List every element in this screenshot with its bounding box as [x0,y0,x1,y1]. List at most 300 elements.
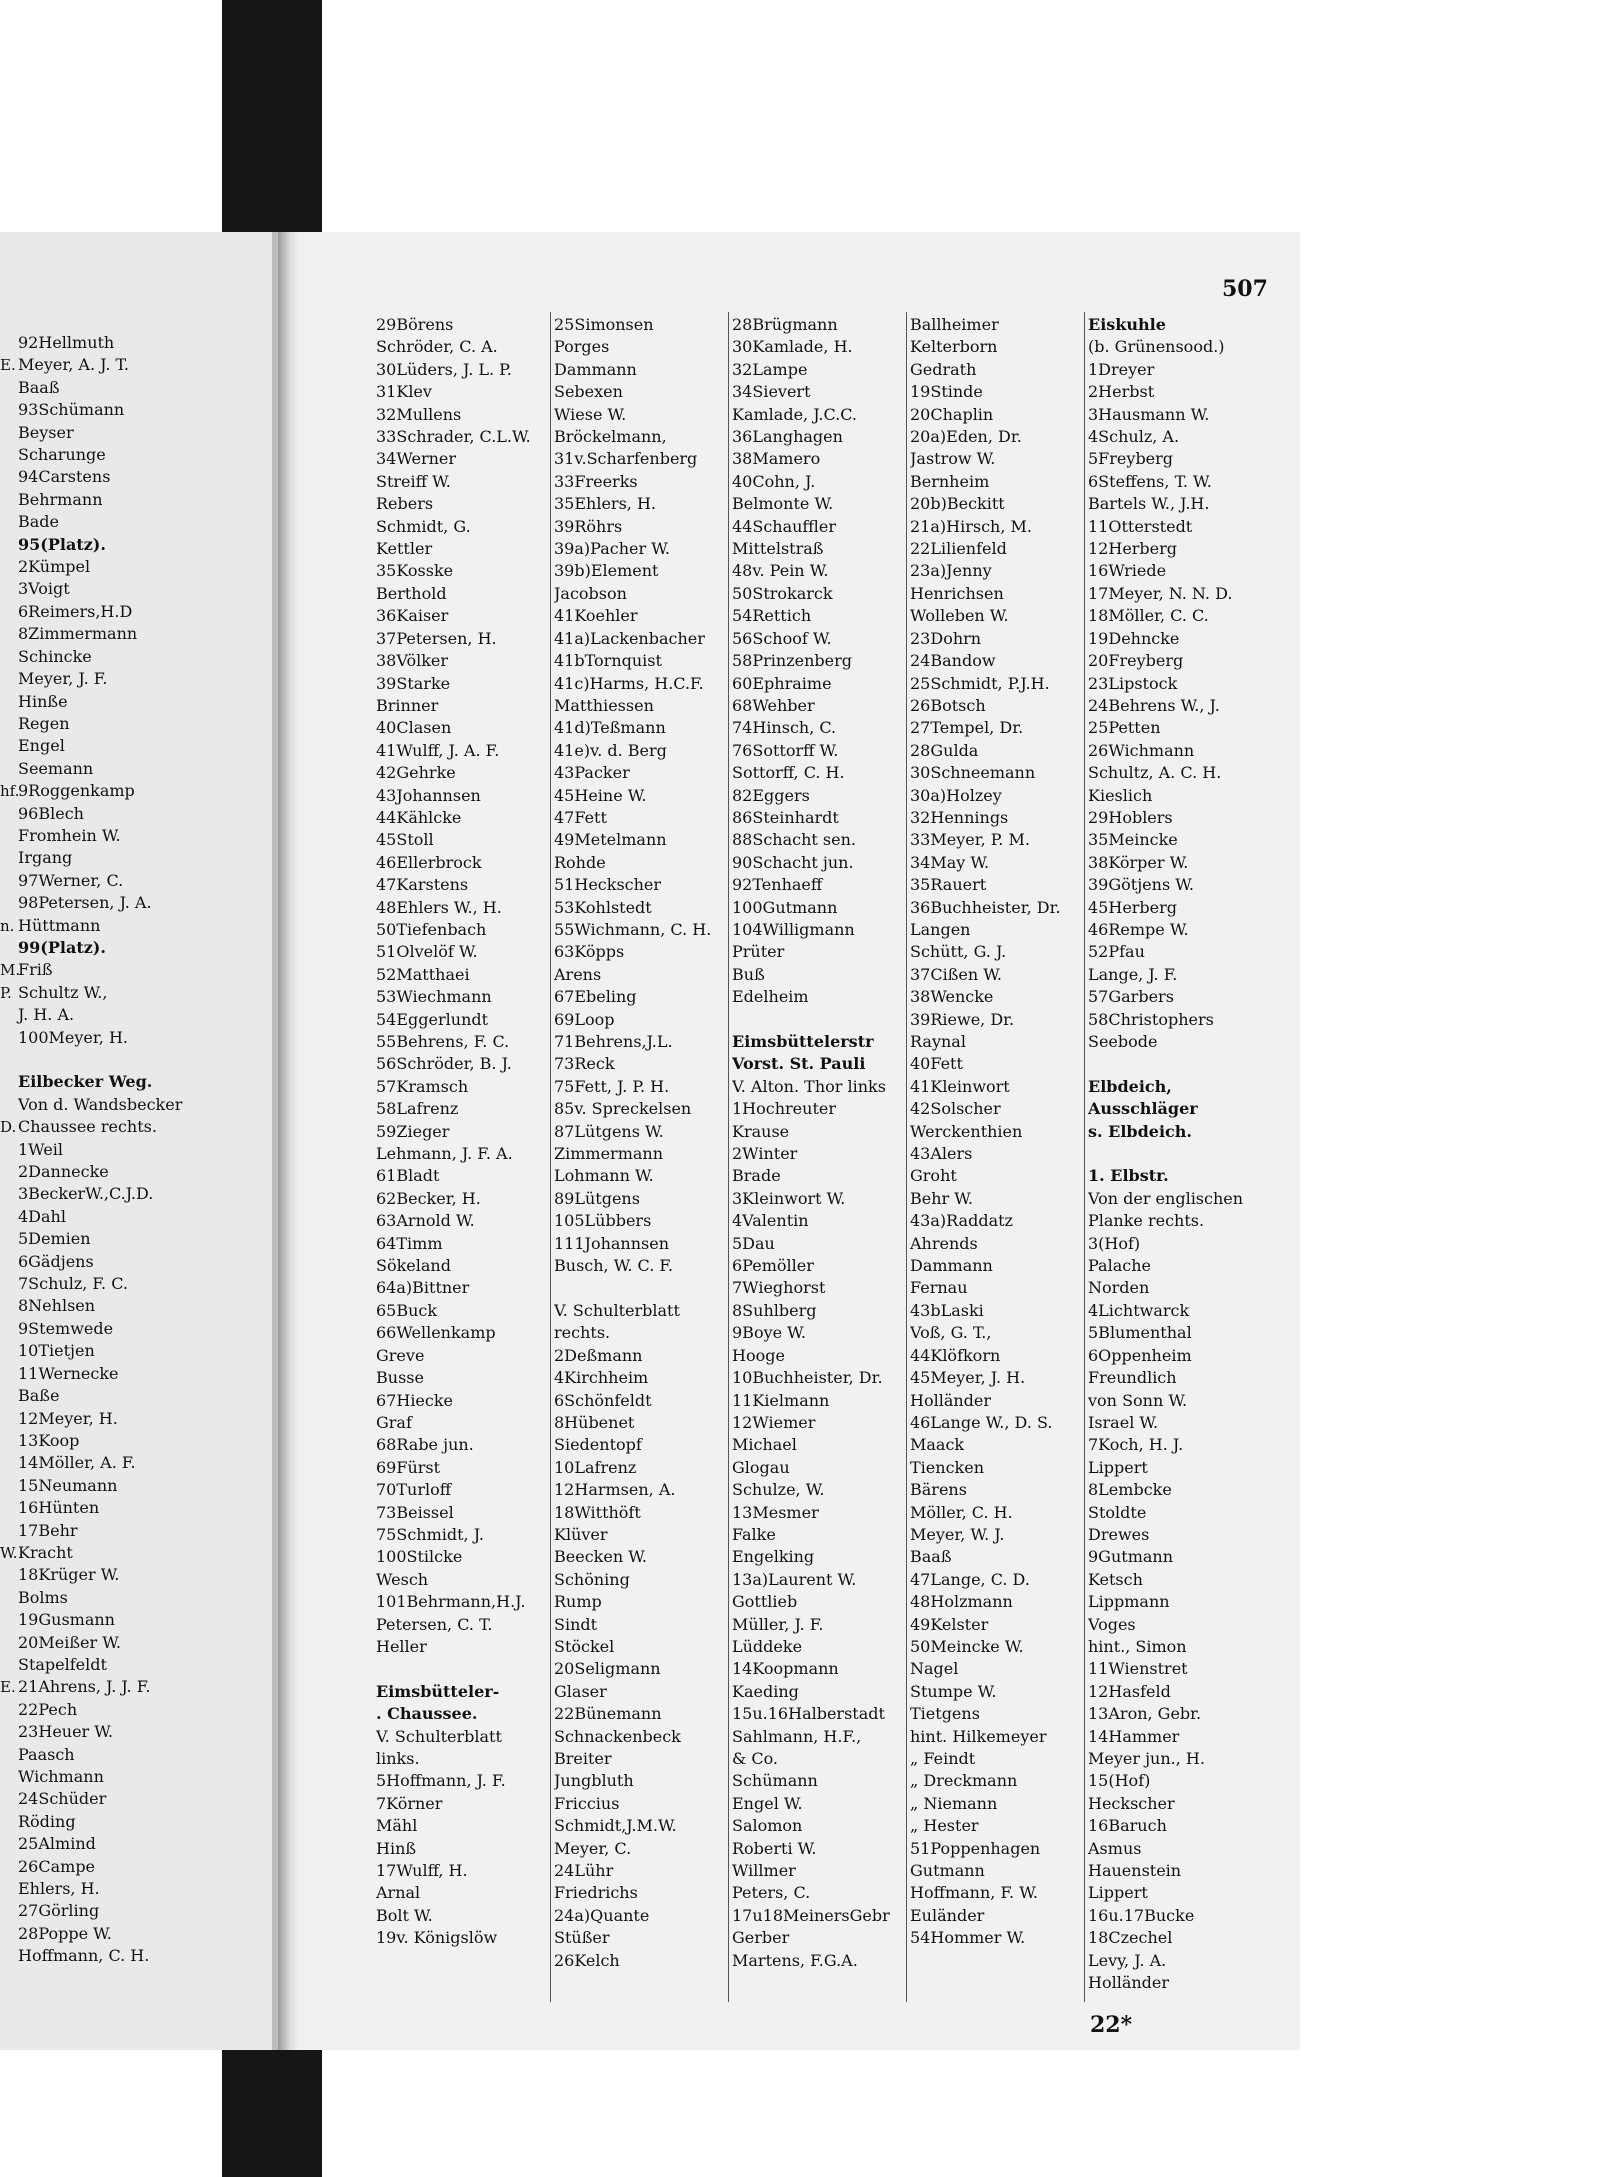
directory-entry: 27Tempel, Dr. [910,718,1024,738]
directory-entry: V. Alton. Thor links [732,1076,886,1096]
directory-entry: Stöckel [554,1636,615,1656]
directory-entry: Ketsch [1088,1569,1143,1589]
directory-entry: 1. Elbstr. [1088,1166,1169,1186]
directory-entry: 41e)v. d. Berg [554,740,667,760]
directory-entry: Lippmann [1088,1592,1170,1612]
directory-entry: 54Hommer W. [910,1928,1026,1948]
directory-entry: 14Möller, A. F. [18,1453,136,1473]
directory-entry: Sökeland [376,1256,451,1276]
directory-entry: Schmidt, G. [376,516,471,536]
binding-tape-top [222,0,322,232]
directory-entry: 111Johannsen [554,1233,670,1253]
directory-column [910,314,1078,1950]
directory-entry: Palache [1088,1256,1151,1276]
directory-entry: Engel [18,736,65,756]
directory-entry: Ausschläger [1088,1099,1198,1119]
directory-entry: 40Fett [910,1054,963,1074]
directory-entry: 57Kramsch [376,1076,469,1096]
directory-entry: Buß [732,964,765,984]
directory-entry: Peters, C. [732,1883,811,1903]
directory-entry: 10Buchheister, Dr. [732,1368,883,1388]
directory-entry: Chaussee rechts. [18,1117,157,1137]
directory-entry: Stüßer [554,1928,610,1948]
directory-entry: 52Matthaei [376,964,470,984]
directory-entry: D. [0,1118,17,1137]
directory-entry: Gerber [732,1928,790,1948]
directory-entry: (b. Grünensood.) [1088,337,1225,357]
directory-entry: Prüter [732,942,785,962]
left-page [0,232,278,2050]
directory-entry: Kracht [18,1542,73,1562]
directory-entry: Arens [554,964,602,984]
directory-entry: 19Gusmann [18,1610,115,1630]
directory-entry: 87Lütgens W. [554,1121,664,1141]
directory-entry: 23a)Jenny [910,561,992,581]
directory-entry: 11Kielmann [732,1390,830,1410]
directory-entry: 6Oppenheim [1088,1345,1192,1365]
directory-entry: 39b)Element [554,561,659,581]
directory-entry: Behrmann [18,489,103,509]
directory-entry: Eiskuhle [1088,315,1166,334]
directory-entry [376,1658,544,1680]
directory-entry: 8Zimmermann [18,624,138,644]
directory-entry: Gedrath [910,359,977,379]
directory-entry: 63Arnold W. [376,1211,475,1231]
directory-entry [1088,1053,1256,1075]
directory-entry: „ Feindt [910,1749,976,1768]
directory-entry: 89Lütgens [554,1188,640,1208]
directory-entry: 67Ebeling [554,987,637,1007]
directory-entry: 30Kamlade, H. [732,337,853,357]
directory-entry: Lippert [1088,1457,1148,1477]
directory-entry: 66Wellenkamp [376,1323,496,1343]
directory-entry: Langen [910,919,971,939]
directory-entry: 48Ehlers W., H. [376,897,502,917]
directory-entry: 41Koehler [554,606,638,626]
directory-entry: 97Werner, C. [18,870,124,890]
directory-entry: 45Stoll [376,830,434,850]
directory-entry: 45Heine W. [554,785,647,805]
directory-entry: Tiencken [910,1457,984,1477]
directory-entry: . Chaussee. [376,1704,478,1724]
directory-entry: Schmidt,J.M.W. [554,1816,677,1836]
directory-entry: 10Lafrenz [554,1457,637,1477]
directory-entry: 6Pemöller [732,1256,814,1276]
directory-entry: 11Wienstret [1088,1659,1188,1679]
directory-entry: Von der englischen [1088,1188,1244,1208]
directory-entry: 3Kleinwort W. [732,1188,846,1208]
directory-entry: hint. Hilkemeyer [910,1726,1047,1746]
directory-entry: 39Starke [376,673,451,693]
directory-entry: Stoldte [1088,1502,1147,1522]
directory-entry: Eimsbüttelerstr [732,1032,874,1051]
directory-entry: 14Koopmann [732,1659,839,1679]
directory-entry: Hoffmann, F. W. [910,1883,1038,1903]
directory-entry: 13Mesmer [732,1502,819,1522]
directory-entry: Schöning [554,1569,630,1589]
directory-entry: Lohmann W. [554,1166,654,1186]
directory-entry: Dammann [554,359,637,379]
directory-entry: 4Dahl [18,1206,66,1226]
directory-entry: 39Götjens W. [1088,875,1194,895]
directory-entry: V. Schulterblatt [376,1726,502,1746]
directory-entry: Michael [732,1435,797,1455]
directory-entry: 54Eggerlundt [376,1009,489,1029]
directory-entry: 18Möller, C. C. [1088,606,1209,626]
directory-entry: 35Ehlers, H. [554,494,656,514]
directory-entry: Vorst. St. Pauli [732,1054,866,1074]
directory-entry: 51Heckscher [554,875,662,895]
directory-entry: P. [0,983,12,1002]
directory-entry: 9Gutmann [1088,1547,1174,1567]
directory-entry: 50Strokarck [732,583,833,603]
directory-entry: 62Becker, H. [376,1188,481,1208]
directory-entry: Glaser [554,1681,607,1701]
directory-entry: 92Tenhaeff [732,875,823,895]
directory-entry: 64a)Bittner [376,1278,470,1298]
directory-entry: Raynal [910,1032,966,1051]
directory-entry: 5Demien [18,1229,91,1249]
directory-entry: 69Loop [554,1009,615,1029]
directory-entry: 26Wichmann [1088,740,1195,760]
directory-entry: 58Prinzenberg [732,651,852,671]
directory-entry: 38Körper W. [1088,852,1189,872]
directory-entry: 25Almind [18,1834,96,1854]
directory-entry: 26Kelch [554,1950,620,1970]
directory-entry: Lehmann, J. F. A. [376,1144,513,1164]
directory-entry: 56Schröder, B. J. [376,1054,512,1074]
directory-entry: 12Herberg [1088,539,1178,559]
directory-entry: 67Hiecke [376,1390,454,1410]
directory-entry: Groht [910,1166,957,1186]
directory-entry: M. [0,961,21,980]
directory-entry: 39Röhrs [554,516,623,536]
directory-entry: Scharunge [18,445,106,465]
directory-entry: 41bTornquist [554,651,662,671]
directory-entry: 25Schmidt, P.J.H. [910,673,1050,693]
directory-entry: Baße [18,1386,60,1406]
directory-entry: Jacobson [554,583,627,603]
directory-entry: Israel W. [1088,1412,1159,1432]
directory-entry: Engelking [732,1547,815,1567]
signature-mark: 22* [1090,2012,1133,2038]
directory-entry: Stumpe W. [910,1681,997,1701]
directory-entry: 4Valentin [732,1211,809,1231]
directory-entry: 53Wiechmann [376,987,492,1007]
directory-entry: Schümann [732,1771,818,1791]
directory-entry: Schultz W., [18,982,108,1002]
directory-entry: 23Lipstock [1088,673,1178,693]
directory-entry: 35Kosske [376,561,454,581]
directory-entry: Hauenstein [1088,1861,1182,1881]
directory-entry: 8Hübenet [554,1412,635,1432]
directory-entry: 31Klev [376,382,432,402]
directory-entry: Schröder, C. A. [376,337,498,357]
page-number: 507 [1222,276,1268,302]
directory-entry: 20Meißer W. [18,1632,121,1652]
directory-entry: 41d)Teßmann [554,718,666,738]
directory-entry: 5Blumenthal [1088,1323,1192,1343]
column-rule [728,312,729,2002]
directory-entry: Roberti W. [732,1838,817,1858]
directory-entry: 100Meyer, H. [18,1027,128,1047]
directory-entry: 21Ahrens, J. J. F. [18,1677,151,1697]
directory-entry: 26Botsch [910,695,986,715]
directory-entry: Levy, J. A. [1088,1950,1167,1970]
directory-entry: Brinner [376,695,439,715]
directory-entry: 24Bandow [910,651,996,671]
directory-entry: 39Riewe, Dr. [910,1009,1015,1029]
directory-entry [18,1049,182,1071]
directory-entry [732,1009,900,1031]
directory-entry: Maack [910,1435,965,1455]
directory-entry: 50Tiefenbach [376,919,487,939]
directory-entry: 25Petten [1088,718,1161,738]
directory-entry: 41c)Harms, H.C.F. [554,673,704,693]
directory-entry: Edelheim [732,987,809,1007]
directory-entry: 56Schoof W. [732,628,832,648]
directory-entry: 63Köpps [554,942,625,962]
directory-entry: Fromhein W. [18,825,121,845]
directory-entry: Zimmermann [554,1144,664,1164]
directory-entry: Norden [1088,1278,1150,1298]
directory-entry: 24Schüder [18,1789,107,1809]
directory-entry: Lüddeke [732,1636,803,1656]
directory-entry: 38Mamero [732,449,821,469]
directory-entry: 60Ephraime [732,673,832,693]
directory-entry: Hooge [732,1345,785,1365]
directory-entry: 98Petersen, J. A. [18,893,152,913]
directory-entry: Heckscher [1088,1793,1175,1813]
directory-entry: 20a)Eden, Dr. [910,427,1022,447]
directory-entry: 75Schmidt, J. [376,1524,484,1544]
directory-column [376,314,544,1950]
directory-entry: 24Behrens W., J. [1088,695,1220,715]
directory-entry: Beyser [18,422,74,442]
directory-entry: 90Schacht jun. [732,852,854,872]
directory-entry: Kelterborn [910,337,998,357]
directory-entry: E. [0,1678,16,1697]
directory-entry: Falke [732,1524,776,1544]
directory-entry: 17Meyer, N. N. D. [1088,583,1233,603]
directory-entry: Siedentopf [554,1435,642,1455]
directory-entry: Holländer [910,1390,992,1410]
directory-entry: 22Pech [18,1699,78,1719]
directory-entry: 9Boye W. [732,1323,806,1343]
directory-entry: Meyer jun., H. [1088,1749,1205,1768]
directory-entry: Gutmann [910,1861,985,1881]
directory-entry: 5Freyberg [1088,449,1174,469]
directory-entry: 93Schümann [18,400,125,420]
directory-entry: 27Görling [18,1901,100,1921]
directory-entry: 47Karstens [376,875,469,895]
directory-entry: Meyer, J. F. [18,669,108,689]
directory-entry: 45Meyer, J. H. [910,1368,1026,1388]
directory-entry: 32Mullens [376,404,462,424]
directory-entry: 44Klöfkorn [910,1345,1001,1365]
directory-entry: Sahlmann, H.F., [732,1726,862,1746]
directory-entry: 38Völker [376,651,449,671]
directory-entry: Martens, F.G.A. [732,1950,858,1970]
book-gutter [278,232,300,2050]
directory-entry: 4Kirchheim [554,1368,649,1388]
directory-entry: 32Hennings [910,807,1009,827]
directory-entry: 100Gutmann [732,897,838,917]
directory-entry: Matthiessen [554,695,654,715]
left-column [18,332,182,1968]
directory-entry: 41Kleinwort [910,1076,1010,1096]
directory-entry: 37Petersen, H. [376,628,497,648]
directory-entry: 7Schulz, F. C. [18,1274,128,1294]
directory-entry: 24Lühr [554,1861,614,1881]
directory-entry: 73Reck [554,1054,615,1074]
directory-entry: 101Behrmann,H.J. [376,1592,526,1612]
directory-entry: 40Cohn, J. [732,471,816,491]
directory-entry: 71Behrens,J.L. [554,1032,673,1051]
directory-entry: 46Rempe W. [1088,919,1189,939]
directory-entry: 18Czechel [1088,1928,1173,1948]
directory-entry: 5Dau [732,1233,775,1253]
directory-entry: Berthold [376,583,447,603]
directory-entry: 33Freerks [554,471,638,491]
directory-entry: 49Metelmann [554,830,667,850]
directory-entry: 47Fett [554,807,607,827]
directory-entry: 29Börens [376,315,454,334]
directory-column [732,314,900,1972]
directory-entry: Regen [18,713,70,733]
directory-entry: 3BeckerW.,C.J.D. [18,1184,154,1204]
directory-entry: Stapelfeldt [18,1654,107,1674]
directory-entry: rechts. [554,1323,611,1343]
directory-entry: Lange, J. F. [1088,964,1178,984]
directory-entry: 43Johannsen [376,785,481,805]
directory-entry: 4Lichtwarck [1088,1300,1190,1320]
directory-entry: 15u.16Halberstadt [732,1704,885,1724]
directory-entry: 43Packer [554,763,630,783]
directory-entry: 2Dannecke [18,1162,109,1182]
directory-entry: Bolms [18,1587,68,1607]
directory-entry: 100Stilcke [376,1547,463,1567]
directory-entry: 6Gädjens [18,1251,94,1271]
directory-entry: 9Roggenkamp [18,781,135,801]
directory-entry: 41Wulff, J. A. F. [376,740,500,760]
directory-entry: 25Simonsen [554,315,654,334]
directory-entry: 1Weil [18,1139,64,1159]
directory-entry: Wiese W. [554,404,627,424]
directory-entry: Schultz, A. C. H. [1088,763,1222,783]
directory-entry: 30Lüders, J. L. P. [376,359,512,379]
directory-entry: Beecken W. [554,1547,647,1567]
directory-entry: 8Suhlberg [732,1300,817,1320]
directory-entry: Rump [554,1592,602,1612]
directory-entry: Ahrends [910,1233,978,1253]
directory-entry: 82Eggers [732,785,810,805]
directory-entry: Sottorff, C. H. [732,763,845,783]
directory-entry: 1Dreyer [1088,359,1155,379]
directory-entry: Mittelstraß [732,539,824,559]
directory-entry: von Sonn W. [1088,1390,1188,1410]
directory-column [1088,314,1256,1994]
directory-entry: V. Schulterblatt [554,1300,680,1320]
directory-entry: 8Lembcke [1088,1480,1172,1500]
directory-entry: Kamlade, J.C.C. [732,404,857,424]
directory-entry: 12Meyer, H. [18,1408,118,1428]
directory-entry: Bolt W. [376,1905,433,1925]
directory-entry: 73Beissel [376,1502,454,1522]
directory-entry: 58Lafrenz [376,1099,459,1119]
directory-entry: 37Cißen W. [910,964,1002,984]
directory-entry: 11Wernecke [18,1363,119,1383]
directory-entry: 35Rauert [910,875,987,895]
directory-entry: 31v.Scharfenberg [554,449,698,469]
directory-entry: 68Rabe jun. [376,1435,474,1455]
directory-entry: 59Zieger [376,1121,450,1141]
directory-entry: 7Koch, H. J. [1088,1435,1184,1455]
directory-entry: 38Wencke [910,987,994,1007]
directory-entry: Glogau [732,1457,790,1477]
directory-entry: 64Timm [376,1233,443,1253]
directory-entry: 23Dohrn [910,628,982,648]
directory-entry: 34Werner [376,449,457,469]
directory-entry: Müller, J. F. [732,1614,824,1634]
directory-entry: 68Wehber [732,695,815,715]
directory-entry: J. H. A. [18,1005,75,1025]
directory-entry: „ Niemann [910,1793,998,1813]
directory-entry: 11Otterstedt [1088,516,1193,536]
directory-entry: Engel W. [732,1793,803,1813]
directory-entry: Bröckelmann, [554,427,667,447]
directory-entry: Baaß [18,377,60,397]
directory-entry: 41a)Lackenbacher [554,628,705,648]
directory-entry: Hinß [376,1838,417,1858]
directory-entry: 15Neumann [18,1475,118,1495]
directory-entry: 85v. Spreckelsen [554,1099,692,1119]
directory-entry: 30Schneemann [910,763,1036,783]
directory-entry: 19Stinde [910,382,983,402]
directory-entry: 22Lilienfeld [910,539,1007,559]
directory-entry: Ballheimer [910,315,999,334]
directory-entry: 12Hasfeld [1088,1681,1171,1701]
directory-entry: Von d. Wandsbecker [18,1094,183,1114]
directory-entry: 76Sottorff W. [732,740,839,760]
directory-entry: 16u.17Bucke [1088,1905,1195,1925]
column-rule [1084,312,1085,2002]
directory-entry: Holländer [1088,1973,1170,1993]
directory-entry: 61Bladt [376,1166,440,1186]
directory-entry: Möller, C. H. [910,1502,1013,1522]
directory-entry: 28Gulda [910,740,979,760]
directory-entry: 33Schrader, C.L.W. [376,427,531,447]
binding-tape-bottom [222,2050,322,2177]
directory-entry: Kaeding [732,1681,799,1701]
directory-entry: 48v. Pein W. [732,561,829,581]
directory-entry: 99(Platz). [18,937,106,957]
directory-entry: W. [0,1543,18,1562]
directory-entry: 46Lange W., D. S. [910,1412,1053,1432]
directory-entry: Baaß [910,1547,952,1567]
directory-entry: 51Poppenhagen [910,1838,1041,1858]
directory-entry: Belmonte W. [732,494,834,514]
directory-entry: Kettler [376,539,433,559]
directory-entry: 18Krüger W. [18,1565,120,1585]
directory-entry: 44Schauffler [732,516,837,536]
directory-entry: 86Steinhardt [732,807,839,827]
directory-entry: 45Herberg [1088,897,1178,917]
directory-entry: Elbdeich, [1088,1076,1172,1096]
directory-entry: 20Chaplin [910,404,994,424]
directory-entry: 7Wieghorst [732,1278,826,1298]
directory-entry: 49Kelster [910,1614,989,1634]
